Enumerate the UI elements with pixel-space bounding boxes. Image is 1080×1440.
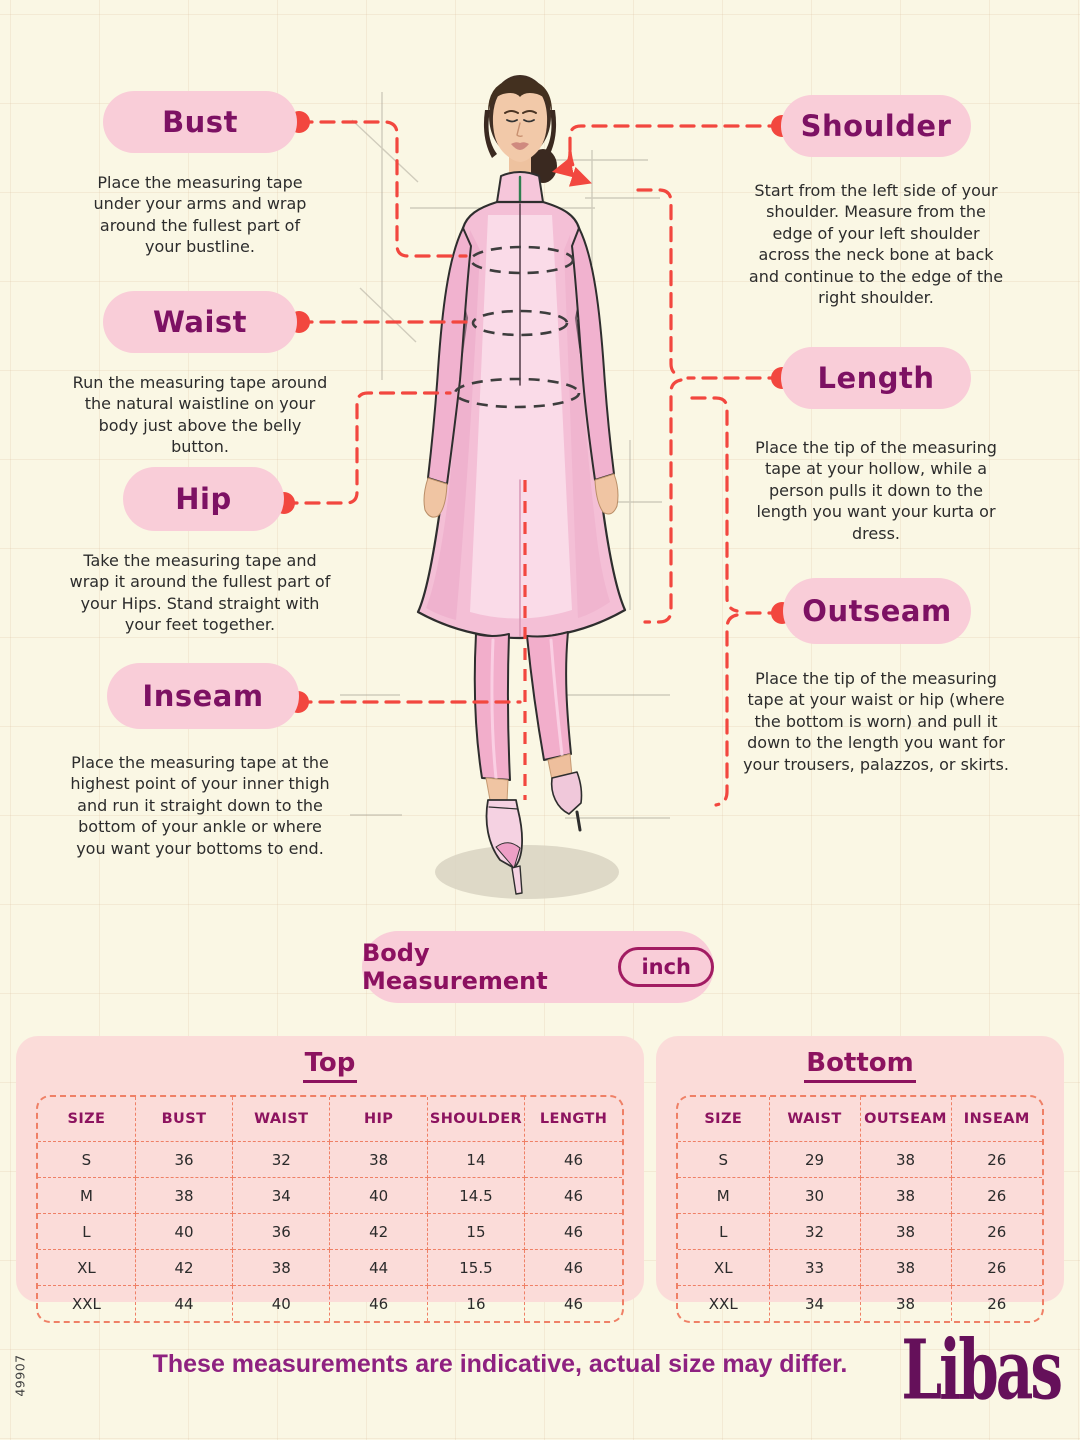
bust-description: Place the measuring tape under your arms and wrap around the fullest part of your bustline.: [93, 173, 307, 257]
bottom-size-table-wrap: [676, 1095, 1044, 1323]
value-cell: 30: [769, 1178, 860, 1214]
value-cell: 34: [769, 1286, 860, 1322]
hip-label: Hip: [175, 482, 232, 516]
bust-label: Bust: [162, 105, 238, 139]
size-cell: L: [678, 1214, 769, 1250]
body-measurement-label: Body Measurement: [362, 939, 548, 995]
inseam-description: Place the measuring tape at the highest point of your inner thigh and run it straight down to the bottom of your ankle or where you want your bottoms to end.: [70, 753, 330, 858]
shoulder-description: Start from the left side of your shoulder. Measure from the edge of your left shoulder across the neck bone at back and continue to the edge of the right shoulder.: [748, 181, 1004, 308]
value-cell: 38: [860, 1286, 951, 1322]
length-description: Place the tip of the measuring tape at your hollow, while a person pulls it down to the length you want your kurta or dress.: [755, 438, 997, 543]
value-cell: 16: [427, 1286, 524, 1322]
inseam-label-pill: [107, 663, 299, 729]
table-row: [678, 1178, 1042, 1214]
value-cell: 26: [951, 1214, 1042, 1250]
value-cell: 36: [233, 1214, 330, 1250]
value-cell: 46: [330, 1286, 427, 1322]
value-cell: 14.5: [427, 1178, 524, 1214]
waist-label: Waist: [152, 305, 248, 339]
value-cell: 46: [525, 1214, 622, 1250]
column-header: WAIST: [233, 1097, 330, 1142]
value-cell: 38: [135, 1178, 232, 1214]
value-cell: 14: [427, 1142, 524, 1178]
table-row: [38, 1142, 622, 1178]
value-cell: 26: [951, 1142, 1042, 1178]
table-row: [678, 1142, 1042, 1178]
waist-label-pill: [103, 291, 297, 353]
value-cell: 40: [233, 1286, 330, 1322]
waist-description: Run the measuring tape around the natural waistline on your body just above the belly button.: [72, 373, 328, 457]
model-illustration: [330, 50, 750, 920]
column-header: INSEAM: [951, 1097, 1042, 1142]
top-size-card: [16, 1036, 644, 1313]
table-row: [38, 1250, 622, 1286]
size-cell: S: [38, 1142, 135, 1178]
table-row: [38, 1178, 622, 1214]
column-header: LENGTH: [525, 1097, 622, 1142]
table-row: [678, 1286, 1042, 1322]
hip-description: Take the measuring tape and wrap it around the fullest part of your Hips. Stand straight with your feet together.: [69, 551, 331, 635]
value-cell: 38: [860, 1142, 951, 1178]
value-cell: 42: [135, 1250, 232, 1286]
value-cell: 33: [769, 1250, 860, 1286]
value-cell: 26: [951, 1250, 1042, 1286]
value-cell: 15.5: [427, 1250, 524, 1286]
shoulder-label-pill: [781, 95, 971, 157]
value-cell: 32: [769, 1214, 860, 1250]
table-row: [678, 1250, 1042, 1286]
size-cell: XXL: [38, 1286, 135, 1322]
size-cell: L: [38, 1214, 135, 1250]
value-cell: 40: [330, 1178, 427, 1214]
shoulder-label: Shoulder: [800, 109, 952, 143]
value-cell: 46: [525, 1142, 622, 1178]
size-cell: XXL: [678, 1286, 769, 1322]
column-header: OUTSEAM: [860, 1097, 951, 1142]
size-cell: XL: [38, 1250, 135, 1286]
column-header: HIP: [330, 1097, 427, 1142]
value-cell: 40: [135, 1214, 232, 1250]
sku-code: 49907: [12, 1354, 28, 1397]
top-size-table-wrap: [36, 1095, 624, 1323]
size-cell: S: [678, 1142, 769, 1178]
size-cell: M: [38, 1178, 135, 1214]
disclaimer-text: These measurements are indicative, actual size may differ.: [152, 1350, 848, 1378]
column-header: SIZE: [38, 1097, 135, 1142]
value-cell: 46: [525, 1250, 622, 1286]
bust-label-pill: [103, 91, 297, 153]
value-cell: 46: [525, 1178, 622, 1214]
header-row: [38, 1097, 622, 1142]
value-cell: 34: [233, 1178, 330, 1214]
column-header: BUST: [135, 1097, 232, 1142]
top-table-title: Top: [303, 1048, 358, 1083]
column-header: WAIST: [769, 1097, 860, 1142]
value-cell: 38: [330, 1142, 427, 1178]
value-cell: 32: [233, 1142, 330, 1178]
value-cell: 36: [135, 1142, 232, 1178]
value-cell: 44: [330, 1250, 427, 1286]
bottom-size-card: [656, 1036, 1064, 1313]
hip-label-pill: [123, 467, 284, 531]
outseam-description: Place the tip of the measuring tape at your waist or hip (where the bottom is worn) and pull it down to the length you want for your trousers, palazzos, or skirts.: [743, 669, 1009, 774]
value-cell: 46: [525, 1286, 622, 1322]
value-cell: 44: [135, 1286, 232, 1322]
size-cell: XL: [678, 1250, 769, 1286]
value-cell: 38: [233, 1250, 330, 1286]
outseam-label: Outseam: [802, 594, 952, 628]
value-cell: 15: [427, 1214, 524, 1250]
bottom-size-table: [678, 1097, 1042, 1321]
outseam-label-pill: [783, 578, 971, 644]
floor-shadow: [435, 845, 619, 899]
value-cell: 26: [951, 1286, 1042, 1322]
size-cell: M: [678, 1178, 769, 1214]
column-header: SIZE: [678, 1097, 769, 1142]
inseam-label: Inseam: [142, 679, 264, 713]
value-cell: 42: [330, 1214, 427, 1250]
table-row: [38, 1286, 622, 1322]
bottom-table-title: Bottom: [804, 1048, 916, 1083]
value-cell: 26: [951, 1178, 1042, 1214]
unit-chip: inch: [618, 947, 714, 987]
value-cell: 38: [860, 1250, 951, 1286]
column-header: SHOULDER: [427, 1097, 524, 1142]
header-row: [678, 1097, 1042, 1142]
value-cell: 38: [860, 1178, 951, 1214]
length-label-pill: [781, 347, 971, 409]
length-label: Length: [817, 361, 935, 395]
brand-logo: Libas: [901, 1322, 1060, 1419]
value-cell: 38: [860, 1214, 951, 1250]
value-cell: 29: [769, 1142, 860, 1178]
table-row: [678, 1214, 1042, 1250]
table-row: [38, 1214, 622, 1250]
body-measurement-pill: [362, 931, 714, 1003]
top-size-table: [38, 1097, 622, 1321]
